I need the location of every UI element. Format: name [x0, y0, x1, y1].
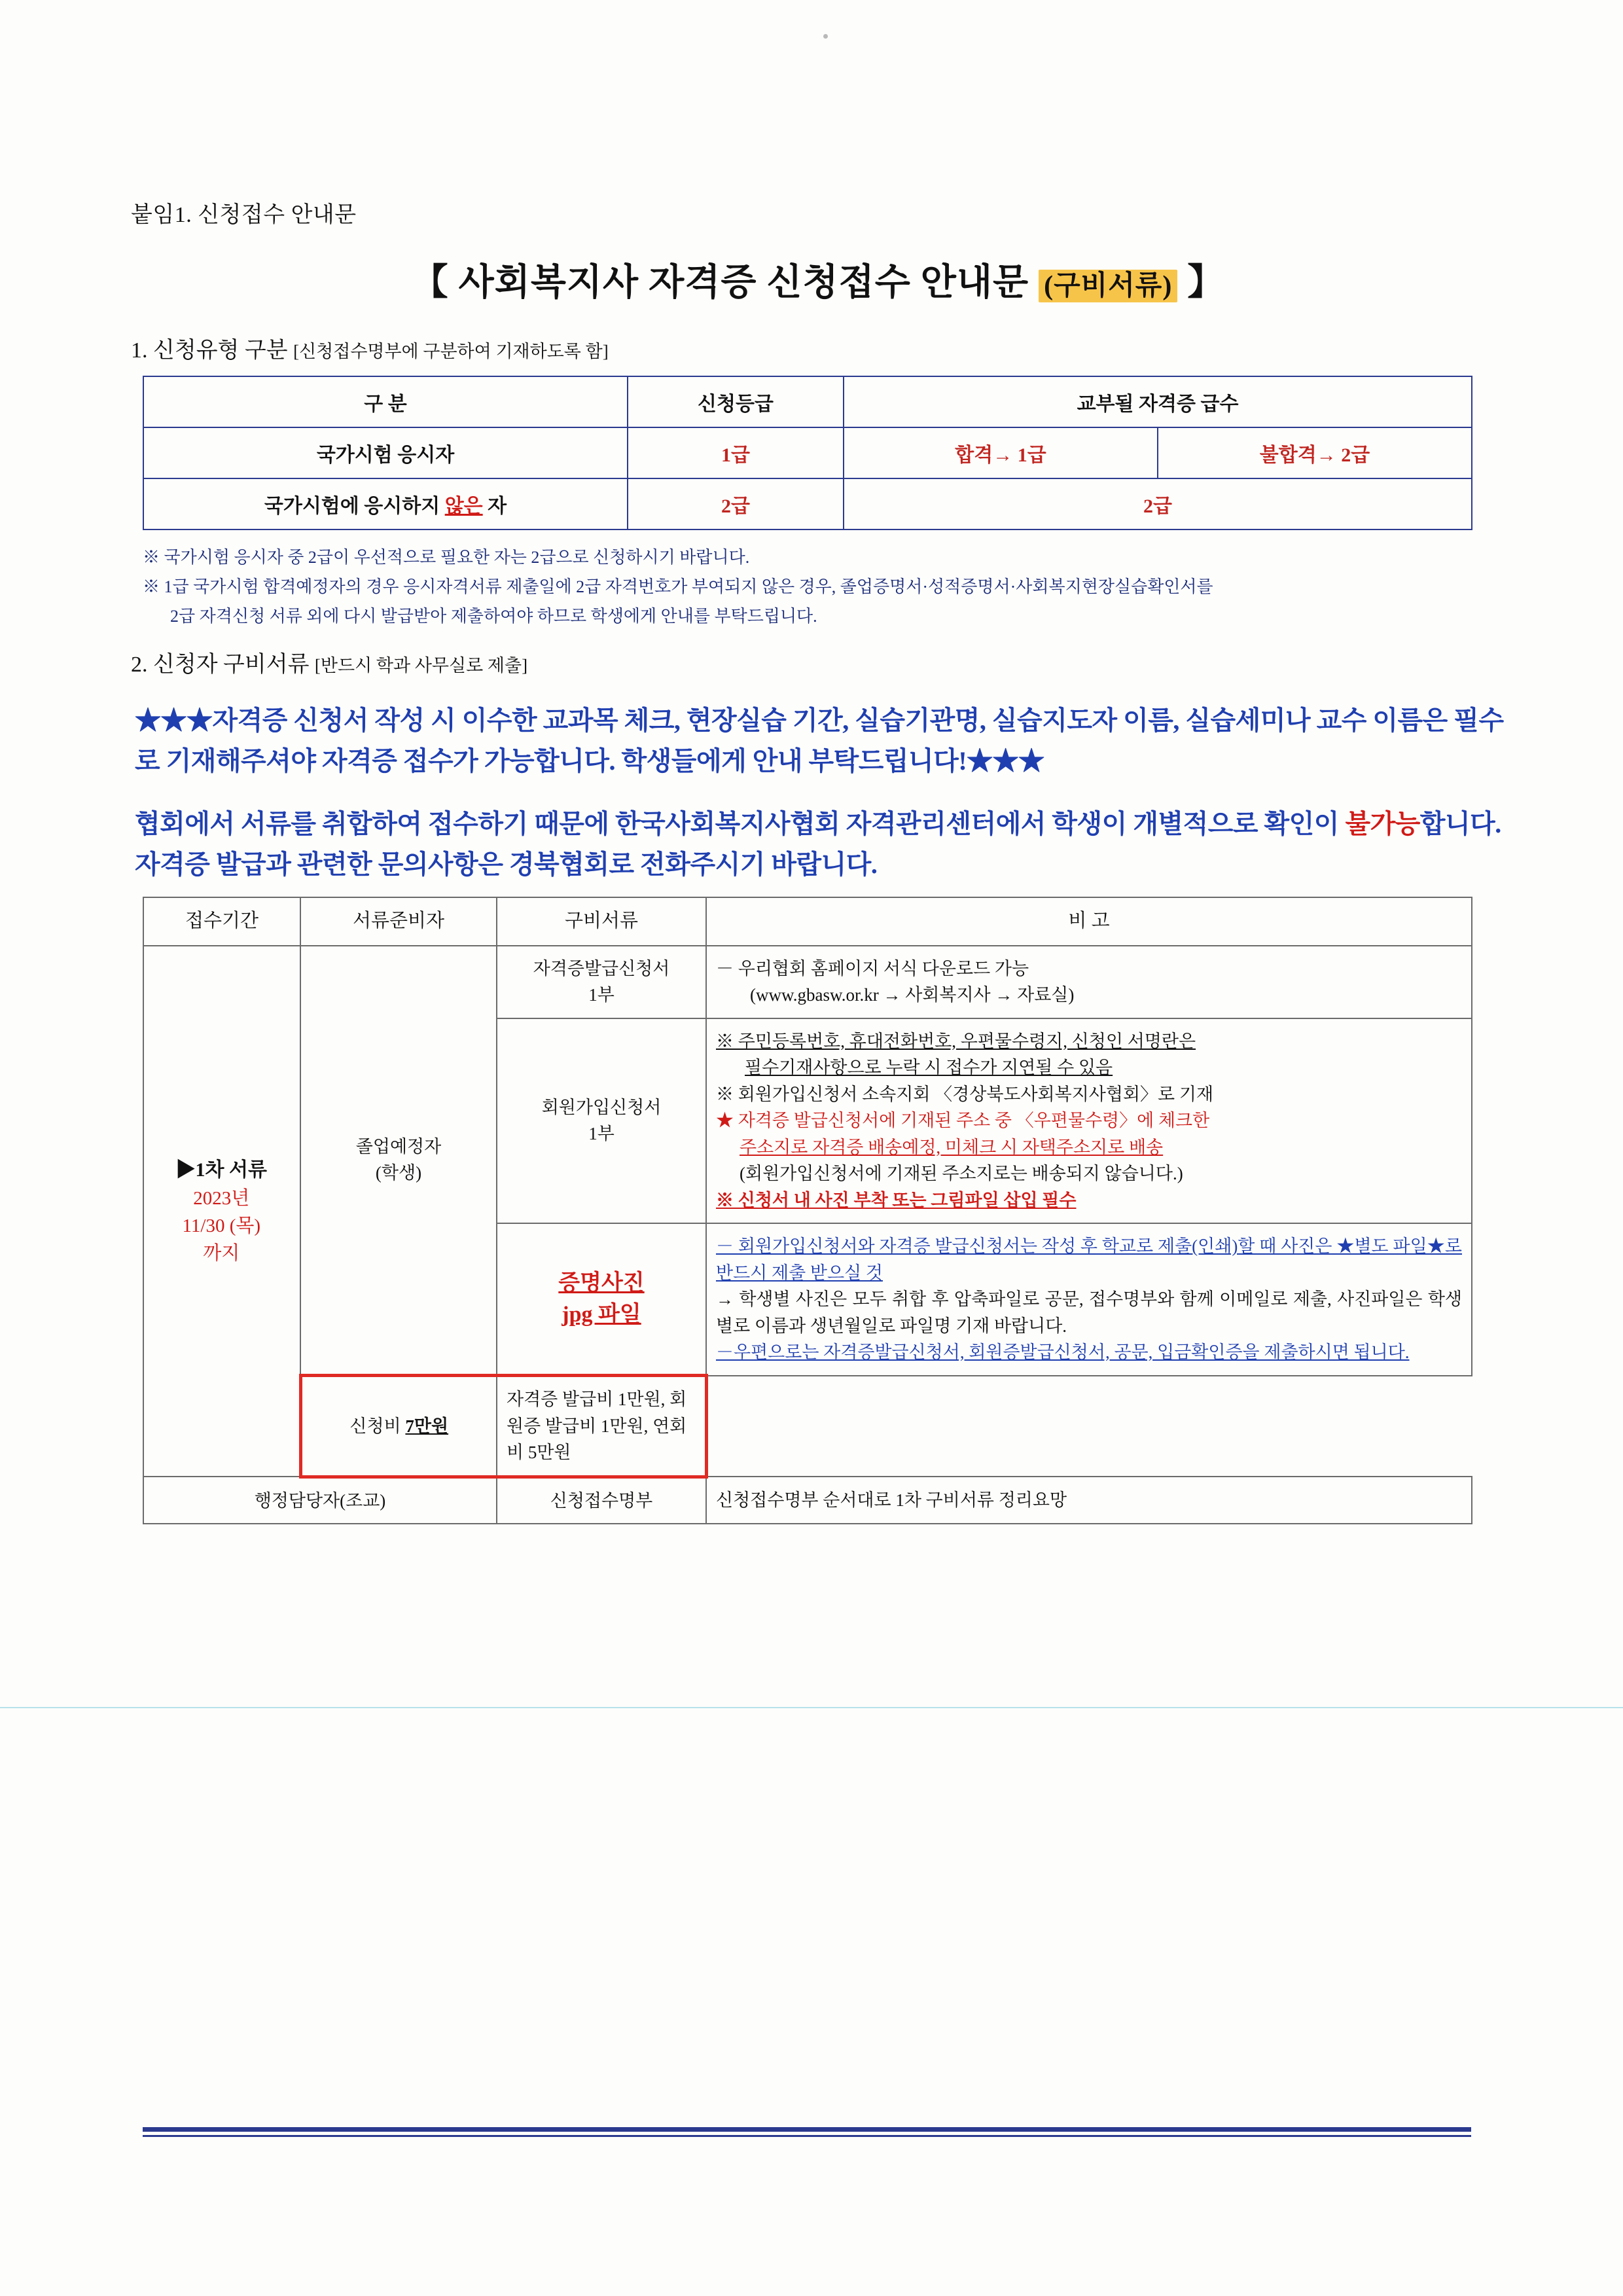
remark-line-photo-required: ※ 신청서 내 사진 부착 또는 그림파일 삽입 필수 — [716, 1190, 1077, 1210]
table-header-row — [143, 897, 1472, 946]
cell-grade-1: 1급 — [628, 427, 844, 478]
cell-remarks-membership-application — [706, 1018, 1472, 1224]
remark-line: ※ 회원가입신청서 소속지회 〈경상북도사회복지사협회〉로 기재 — [716, 1084, 1214, 1104]
cell-result-fail: 불합격→ 2급 — [1158, 427, 1472, 478]
section1-note-2: ※ 1급 국가시험 합격예정자의 경우 응시자격서류 제출일에 2급 자격번호가 부여되지 않은 경우, 졸업증명서·성적증명서·사회복지현장실습확인서를 — [143, 577, 1213, 596]
scan-artifact-dot — [823, 34, 828, 39]
notice-paragraph-2-a: 협회에서 서류를 취합하여 접수하기 때문에 한국사회복지사협회 자격관리센터에서 학생이 개별적으로 확인이 — [135, 809, 1346, 838]
fee-amount: 7만원 — [405, 1416, 449, 1436]
page-title-left: 【 사회복지사 자격증 신청접수 안내문 — [411, 262, 1029, 303]
cell-document-membership-application — [497, 1018, 706, 1224]
page-title-highlight: (구비서류) — [1039, 270, 1177, 302]
table-row — [143, 1477, 1472, 1524]
scan-artifact-line — [0, 1707, 1623, 1708]
cell-result-grade2: 2급 — [844, 478, 1472, 529]
page-title-right: 】 — [1187, 262, 1225, 303]
remark-line: － 우리협회 홈페이지 서식 다운로드 가능 — [716, 958, 1029, 978]
cell-grade-2: 2급 — [628, 478, 844, 529]
doc-name-line-1: 증명사진 — [558, 1270, 645, 1295]
cell-submission-period — [143, 946, 300, 1477]
notice-paragraph-2-b: 합니다. 자격증 발급과 관련한 문의사항은 경북협회로 전화주시기 바랍니다. — [135, 809, 1501, 879]
cell-division-exam-taker: 국가시험 응시자 — [143, 427, 628, 478]
table-row-fee — [143, 1376, 1472, 1477]
col-header-issued-grade: 교부될 자격증 급수 — [844, 376, 1472, 427]
period-line-3: 11/30 (목) — [182, 1215, 261, 1236]
document-content — [131, 196, 1505, 1524]
table-row — [143, 946, 1472, 1018]
application-type-table — [143, 376, 1472, 530]
col-header-remarks: 비 고 — [706, 897, 1472, 946]
cell-division-non-exam-taker: 국가시험에 응시하지 않은 자 — [143, 478, 628, 529]
section2-heading — [131, 646, 1505, 678]
footer-rule-thick — [143, 2127, 1471, 2132]
table-header-row — [143, 376, 1472, 427]
section1-note-3: 2급 자격신청 서류 외에 다시 발급받아 제출하여야 하므로 학생에게 안내를 부탁드립니다. — [170, 607, 817, 626]
cell-remarks-id-photo — [706, 1223, 1472, 1376]
cell-remarks-certificate-application — [706, 946, 1472, 1018]
cell-fee-label — [300, 1376, 497, 1477]
notice-paragraph-1: ★★★자격증 신청서 작성 시 이수한 교과목 체크, 현장실습 기간, 실습기관명, 실습지도자 이름, 실습세미나 교수 이름은 필수로 기재해주셔야 자격증 접수가 가능합니다. 학생들에게 안내 부탁드립니다!★★★ — [135, 706, 1504, 776]
remark-line: 필수기재사항으로 누락 시 접수가 지연될 수 있음 — [745, 1058, 1113, 1077]
remark-line: (회원가입신청서에 기재된 주소지로는 배송되지 않습니다.) — [740, 1164, 1183, 1183]
footer-rule — [143, 2127, 1471, 2137]
remark-line: → 학생별 사진은 모두 취합 후 압축파일로 공문, 접수명부와 함께 이메일로 제출, 사진파일은 학생별로 이름과 생년월일로 파일명 기재 바랍니다. — [716, 1289, 1462, 1336]
page-title — [131, 253, 1505, 306]
cell-document-id-photo — [497, 1223, 706, 1376]
remark-line: －우편으로는 자격증발급신청서, 회원증발급신청서, 공문, 입금확인증을 제출하시면 됩니다. — [716, 1342, 1410, 1362]
section2-heading-text: 2. 신청자 구비서류 — [131, 653, 310, 677]
required-documents-table — [143, 897, 1472, 1524]
period-line-1: ▶1차 서류 — [175, 1158, 267, 1181]
section1-note-1: ※ 국가시험 응시자 중 2급이 우선적으로 필요한 자는 2급으로 신청하시기 바랍니다. — [143, 548, 750, 567]
col-header-preparer: 서류준비자 — [300, 897, 497, 946]
table-row — [143, 478, 1472, 529]
remark-line: － 회원가입신청서와 자격증 발급신청서는 작성 후 학교로 제출(인쇄)할 때 사진은 ★별도 파일★로 반드시 제출 받으실 것 — [716, 1236, 1462, 1283]
doc-name-line-2: 1부 — [588, 985, 615, 1005]
cell-result-pass: 합격→ 1급 — [844, 427, 1158, 478]
footer-rule-thin — [143, 2135, 1471, 2137]
col-header-grade: 신청등급 — [628, 376, 844, 427]
col-header-division: 구 분 — [143, 376, 628, 427]
cell-document-application-list: 신청접수명부 — [497, 1477, 706, 1524]
doc-name-line-2: jpg 파일 — [562, 1302, 641, 1327]
cell-preparer-student — [300, 946, 497, 1376]
notice-paragraph-2 — [135, 804, 1505, 885]
cell-fee-detail: 자격증 발급비 1만원, 회원증 발급비 1만원, 연회비 5만원 — [497, 1376, 706, 1477]
cell-document-certificate-application — [497, 946, 706, 1018]
preparer-student-line-1: 졸업예정자 — [355, 1136, 442, 1157]
section1-heading-text: 1. 신청유형 구분 — [131, 338, 288, 363]
col-header-period: 접수기간 — [143, 897, 300, 946]
cell-preparer-admin: 행정담당자(조교) — [143, 1477, 497, 1524]
remark-line: 주소지로 자격증 배송예정, 미체크 시 자택주소지로 배송 — [740, 1137, 1164, 1157]
period-line-2: 2023년 — [193, 1187, 250, 1209]
table-row — [143, 427, 1472, 478]
col-header-documents: 구비서류 — [497, 897, 706, 946]
remark-line: ★ 자격증 발급신청서에 기재된 주소 중 〈우편물수령〉에 체크한 — [716, 1111, 1210, 1130]
notice-paragraph-2-red: 불가능 — [1345, 809, 1420, 838]
section1-heading-note: [신청접수명부에 구분하여 기재하도록 함] — [293, 342, 609, 361]
doc-name-line-1: 회원가입신청서 — [541, 1097, 662, 1117]
fee-label-pre: 신청비 — [349, 1416, 406, 1436]
doc-name-line-1: 자격증발급신청서 — [533, 958, 670, 978]
remark-line-url: (www.gbasw.or.kr → 사회복지사 → 자료실) — [750, 985, 1075, 1005]
doc-name-line-2: 1부 — [588, 1124, 615, 1144]
section2-heading-note: [반드시 학과 사무실로 제출] — [314, 656, 528, 675]
remark-line: ※ 주민등록번호, 휴대전화번호, 우편물수령지, 신청인 서명란은 — [716, 1031, 1196, 1051]
period-line-4: 까지 — [203, 1242, 240, 1264]
preparer-student-line-2: (학생) — [375, 1163, 422, 1183]
cell-remarks-application-list: 신청접수명부 순서대로 1차 구비서류 정리요망 — [706, 1477, 1472, 1524]
section1-heading — [131, 332, 1505, 364]
attachment-label: 붙임1. 신청접수 안내문 — [131, 203, 357, 227]
